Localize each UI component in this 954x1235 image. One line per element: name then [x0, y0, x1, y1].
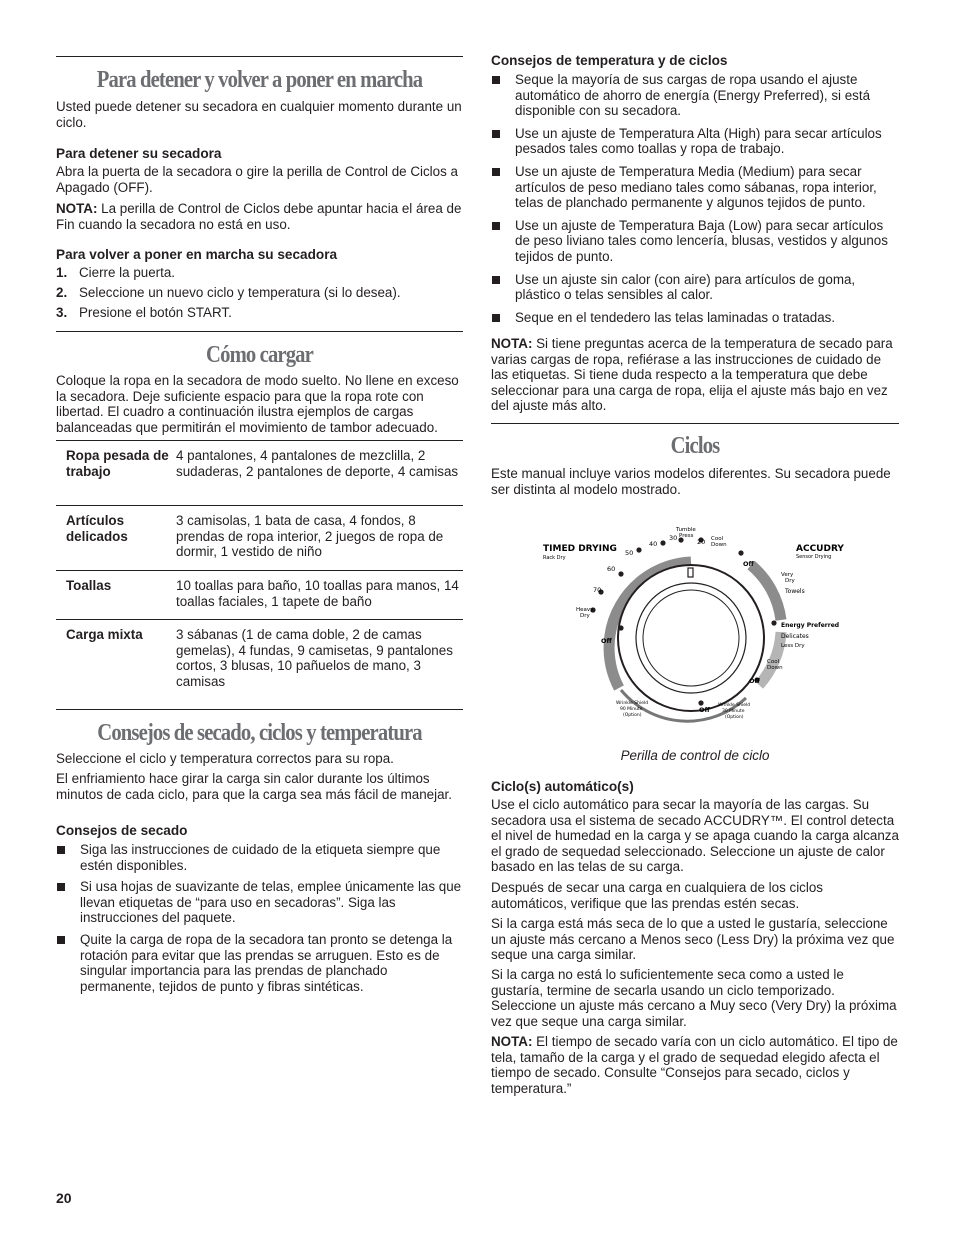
knob-caption: Perilla de control de ciclo: [620, 748, 770, 763]
accudry-label: ACCUDRY: [796, 544, 844, 554]
auto-p4: Si la carga no está lo suficientemente seca como a usted le gustaría, termine de secarla usando un ciclo temporizado. Seleccione un ajuste más cercano a Muy seco (Very Dry) la próxima vez que seque una carga similar.: [491, 967, 897, 1029]
section-divider: [56, 56, 463, 57]
section-title-stop-restart: Para detener y volver a poner en marcha: [96, 67, 423, 93]
load-type: Carga mixta: [56, 620, 176, 701]
cycles-intro: Este manual incluye varios modelos diferentes. Su secadora puede ser distinta al modelo mostrado.: [491, 466, 891, 497]
list-item: [491, 72, 899, 119]
knob-inner: [643, 590, 739, 686]
temp-50-label: 50: [625, 549, 634, 557]
bullet-icon: [492, 314, 500, 322]
energy-preferred-label: Energy Preferred: [781, 622, 840, 629]
heavy-label: Heavy: [576, 607, 594, 613]
restart-heading: Para volver a poner en marcha su secadora: [56, 247, 338, 262]
bullet-icon: [492, 76, 500, 84]
load-items: 4 pantalones, 4 pantalones de mezclilla, 2 sudaderas, 2 pantalones de deporte, 4 camisas: [176, 441, 463, 506]
list-item: [491, 126, 899, 157]
page-number: 20: [56, 1190, 72, 1206]
load-items: 3 camisolas, 1 bata de casa, 4 fondos, 8 prendas de ropa interior, 2 juegos de ropa de dormir, 1 vestido de niño: [176, 506, 463, 571]
loading-intro: Coloque la ropa en la secadora de modo suelto. No llene en exceso la secadora. Deje suficiente espacio para que la ropa rote con libertad. El cuadro a continuación ilustra ejemplos de cargas balanceadas que permitirán el movimiento de tambor adecuado.: [56, 373, 459, 435]
tumble-label: Tumble: [676, 527, 696, 533]
note-label: NOTA:: [491, 1034, 533, 1049]
bullet-icon: [57, 936, 65, 944]
auto-p2: Después de secar una carga en cualquiera de los ciclos automáticos, verifique que las prendas estén secas.: [491, 880, 823, 911]
list-item: [491, 164, 899, 211]
bullet-icon: [492, 130, 500, 138]
auto-cycles-heading: Ciclo(s) automático(s): [491, 779, 634, 794]
section-title-cycles: Ciclos: [670, 433, 720, 459]
load-type: Artículos delicados: [56, 506, 176, 571]
stop-heading: Para detener su secadora: [56, 146, 222, 161]
rack-dry-label: Rack Dry: [543, 555, 566, 561]
drying-tips-heading: Consejos de secado: [56, 823, 188, 838]
section-divider: [56, 331, 463, 332]
note-text: El tiempo de secado varía con un ciclo automático. El tipo de tela, tamaño de la carga y el grado de sequedad elegido afecta el tiempo de secado. Consulte “Consejos para secado, ciclos y temperatura.”: [491, 1034, 898, 1096]
temp-40-label: 40: [649, 540, 658, 548]
table-row: [56, 441, 463, 506]
note-label: NOTA:: [491, 336, 533, 351]
step-number: 2.: [56, 285, 68, 301]
note-label: NOTA:: [56, 201, 98, 216]
section-divider: [491, 423, 899, 424]
30-minute-label: 30 Minute: [722, 709, 745, 714]
off-label: Off: [749, 677, 760, 685]
list-item-text: Siga las instrucciones de cuidado de la etiqueta siempre que estén disponibles.: [80, 842, 441, 873]
off-label: Off: [601, 637, 612, 645]
less-dry-label: Less Dry: [781, 643, 805, 649]
step-text: Presione el botón START.: [79, 305, 232, 321]
very-dry-label: Dry: [785, 578, 795, 584]
bullet-icon: [492, 276, 500, 284]
drying-tips-list: [56, 842, 463, 994]
load-type: Ropa pesada de trabajo: [56, 441, 176, 506]
down-label: Down: [767, 665, 783, 671]
timed-drying-label: TIMED DRYING: [543, 544, 617, 554]
list-item: [491, 218, 899, 265]
90-minute-label: 90 Minute: [620, 707, 643, 712]
list-item-text: Si usa hojas de suavizante de telas, emplee únicamente las que llevan etiquetas de “para uso en secadoras”. Siga las instrucciones del paquete.: [80, 879, 462, 926]
dry-label: Dry: [580, 613, 590, 619]
sensor-drying-label: Sensor Drying: [796, 554, 832, 560]
temp-70-label: 70: [593, 586, 602, 594]
list-item: [56, 879, 463, 926]
bullet-icon: [57, 883, 65, 891]
option-label: (Option): [623, 713, 642, 718]
cool-label: Cool: [767, 659, 780, 665]
list-item: [56, 265, 463, 281]
temp-20-label: 20: [697, 538, 706, 546]
list-item: [56, 932, 463, 994]
stop-note: [56, 201, 463, 232]
note-text: Si tiene preguntas acerca de la temperatura de secado para varias cargas de ropa, refiérase a las instrucciones de cuidado de las etiquetas. Si tiene duda respecto a la temperatura que debe seleccionar para una carga de ropa, elija el ajuste más bajo en vez del ajuste más alto.: [491, 336, 893, 414]
wrinkle-shield-label: Wrinkle Shield: [616, 701, 649, 706]
table-row: [56, 571, 463, 620]
tips-p1: Seleccione el ciclo y temperatura correctos para su ropa.: [56, 751, 394, 766]
bullet-icon: [57, 846, 65, 854]
list-item-text: Seque en el tendedero las telas laminadas o tratadas.: [515, 309, 836, 325]
cycle-control-knob: [541, 520, 851, 725]
list-item: [491, 310, 899, 326]
wrinkle-shield-label: Wrinkle Shield: [718, 703, 751, 708]
stop-text: Abra la puerta de la secadora o gire la perilla de Control de Ciclos a Apagado (OFF).: [56, 164, 458, 195]
step-number: 1.: [56, 265, 68, 280]
temp-tips-list: [491, 72, 899, 325]
towels-label: Towels: [785, 588, 805, 595]
auto-p3: Si la carga está más seca de lo que a usted le gustaría, seleccione un ajuste más cercano a Menos seco (Less Dry) la próxima vez que seque una carga similar.: [491, 916, 895, 963]
list-item: [56, 305, 463, 321]
auto-note: [491, 1034, 899, 1096]
list-item-text: Use un ajuste de Temperatura Alta (High) para secar artículos pesados tales como toallas y ropa de trabajo.: [515, 125, 882, 157]
step-text: Seleccione un nuevo ciclo y temperatura (si lo desea).: [79, 285, 401, 301]
list-item-text: Quite la carga de ropa de la secadora tan pronto se detenga la rotación para evitar que las prendas se arruguen. Esto es de singular importancia para las prendas de planchado permanente, tejidos de punto y fibras sintéticas.: [80, 931, 453, 994]
temp-30-label: 30: [669, 534, 678, 542]
cool-label: Cool: [711, 536, 724, 542]
list-item-text: Use un ajuste sin calor (con aire) para artículos de goma, plástico o telas sensibles al calor.: [515, 271, 856, 303]
auto-p1: Use el ciclo automático para secar la mayoría de las cargas. Su secadora usa el sistema de secado ACCUDRY™. El control detecta el nivel de humedad en la carga y se apaga cuando la carga alcanza el grado de sequedad seleccionado. Seleccione un ajuste de calor basado en las telas de su carga.: [491, 797, 899, 875]
temp-60-label: 60: [607, 565, 616, 573]
table-row: [56, 506, 463, 571]
section-title-tips: Consejos de secado, ciclos y temperatura: [97, 720, 422, 746]
press-label: Press: [679, 533, 694, 539]
off-label: Off: [743, 560, 754, 568]
step-number: 3.: [56, 305, 68, 321]
bullet-icon: [492, 222, 500, 230]
list-item-text: Use un ajuste de Temperatura Baja (Low) para secar artículos de peso liviano tales como lencería, blusas, vestidos y algunos tejidos de punto.: [515, 217, 888, 264]
list-item-text: Use un ajuste de Temperatura Media (Medium) para secar artículos de peso mediano tales como sábanas, ropa interior, telas de planchado permanente y algunos tejidos de punto.: [515, 163, 877, 211]
list-item: [56, 842, 463, 873]
load-type: Toallas: [56, 571, 176, 620]
list-item-text: Seque la mayoría de sus cargas de ropa usando el ajuste automático de ahorro de energía (Energy Preferred), si está disponible con su secadora.: [515, 72, 871, 119]
table-row: [56, 620, 463, 701]
load-items: 3 sábanas (1 de cama doble, 2 de camas gemelas), 4 fundas, 9 camisetas, 9 pantalones cortos, 3 blusas, 10 pañuelos de mano, 3 camisas: [176, 620, 463, 701]
bullet-icon: [492, 168, 500, 176]
load-table: [56, 440, 463, 700]
note-text: La perilla de Control de Ciclos debe apuntar hacia el área de Fin cuando la secadora no está en uso.: [56, 201, 462, 232]
load-items: 10 toallas para baño, 10 toallas para manos, 14 toallas faciales, 1 tapete de baño: [176, 571, 463, 620]
delicates-label: Delicates: [781, 633, 809, 640]
section-divider: [56, 709, 463, 710]
section-title-loading: Cómo cargar: [206, 342, 313, 368]
stop-intro: Usted puede detener su secadora en cualquier momento durante un ciclo.: [56, 99, 462, 130]
list-item: [56, 285, 463, 301]
very-label: Very: [781, 572, 794, 578]
restart-steps: [56, 265, 463, 321]
tips-p2: El enfriamiento hace girar la carga sin calor durante los últimos minutos de cada ciclo, para que la carga sea más fácil de manejar.: [56, 771, 452, 802]
off-label: Off: [699, 706, 710, 714]
temp-tips-heading: Consejos de temperatura y de ciclos: [491, 53, 728, 68]
step-text: Cierre la puerta.: [79, 265, 176, 280]
temp-note: [491, 336, 899, 414]
option-label: (Option): [725, 715, 744, 720]
down-label: Down: [711, 542, 727, 548]
list-item: [491, 272, 899, 303]
